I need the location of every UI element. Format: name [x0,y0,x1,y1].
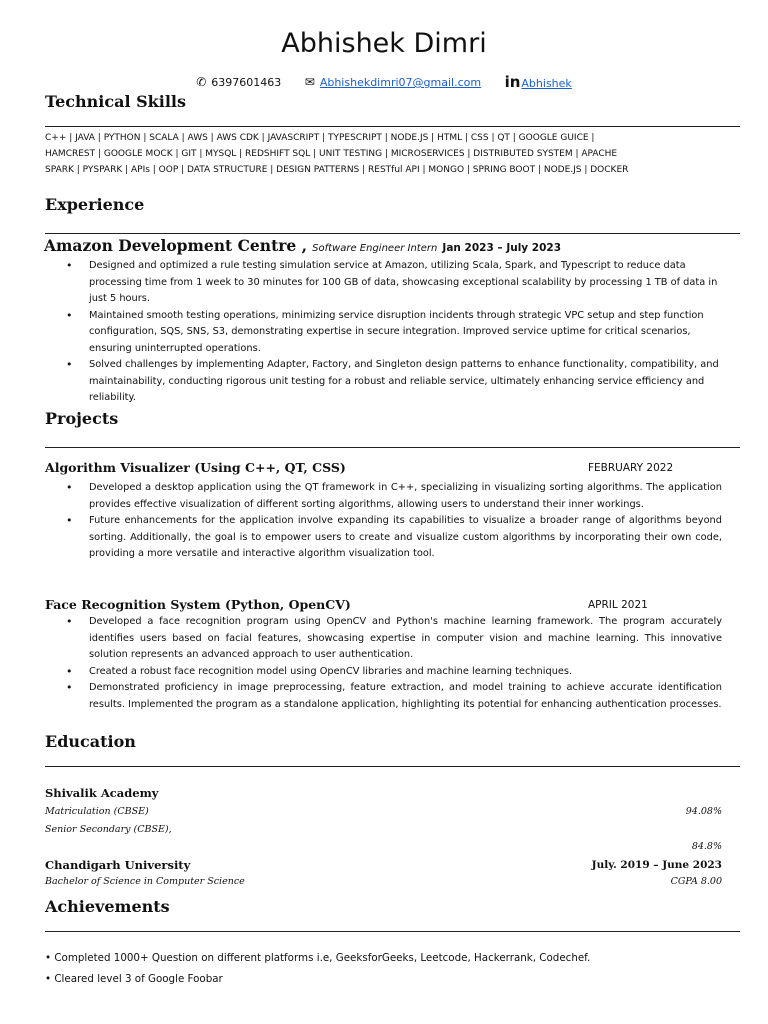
skills-heading: Technical Skills [45,92,186,111]
list-item: • Developed a desktop application using the QT framework in C++, specializing in visualizing sorting algorithms. The application provides effective visualization of different sorting algorithms, allowing users to understand their inner workings. [66,480,722,513]
education-dates: July. 2019 – June 2023 [591,859,722,871]
project-bullets [66,480,722,563]
projects-heading: Projects [45,409,119,428]
experience-divider [45,233,740,234]
project-date: APRIL 2021 [588,599,648,611]
phone-number: 6397601463 [211,76,282,89]
phone-icon: ✆ [196,75,207,89]
qualification: Matriculation (CBSE) [45,806,149,817]
list-item: • Demonstrated proficiency in image preprocessing, feature extraction, and model training to achieve accurate identification results. Implemented the program as a standalone application, highlighting its potential for enhancing authentication processes. [66,680,722,713]
list-item: • Solved challenges by implementing Adapter, Factory, and Singleton design patterns to enhance functionality, compatibility, and maintainability, conducting rigorous unit testing for a robust and reliable service, ultimately enhancing service efficiency and reliability. [66,357,722,407]
project-title: Face Recognition System (Python, OpenCV) [45,597,351,612]
skills-row: HAMCREST | GOOGLE MOCK | GIT | MYSQL | REDSHIFT SQL | UNIT TESTING | MICROSERVICES | DISTRIBUTED SYSTEM | APACHE [45,149,618,159]
qualification-score: 84.8% [691,841,722,852]
experience-entry-header [44,236,561,255]
phone-contact [196,75,281,89]
achievement-item: • Cleared level 3 of Google Foobar [45,973,223,985]
contact-bar [0,73,768,91]
linkedin-icon: in [504,73,521,91]
skills-row: C++ | JAVA | PYTHON | SCALA | AWS | AWS CDK | JAVASCRIPT | TYPESCRIPT | NODE.JS | HTML | CSS | QT | GOOGLE GUICE | [45,133,595,143]
list-item: • Developed a face recognition program using OpenCV and Python's machine learning framework. The program accurately identifies users based on facial features, showcasing expertise in computer vision and machine learning. This innovative solution represents an advanced approach to user authentication. [66,614,722,664]
education-heading: Education [45,732,136,751]
education-divider [45,766,740,767]
qualification: Senior Secondary (CBSE), [45,824,172,835]
list-item: • Designed and optimized a rule testing simulation service at Amazon, utilizing Scala, Spark, and Typescript to reduce data processing time from 1 week to 30 minutes for 100 GB of data, showcasing exceptional scalability by processing 1 TB of data in just 5 hours. [66,258,722,308]
project-date: FEBRUARY 2022 [588,462,674,474]
achievement-item: • Completed 1000+ Question on different platforms i.e, GeeksforGeeks, Leetcode, Hackerrank, Codechef. [45,952,591,964]
experience-bullets [66,258,722,407]
email-link[interactable]: Abhishekdimri07@gmail.com [319,76,482,89]
linkedin-contact[interactable] [505,73,572,91]
achievements-heading: Achievements [45,897,170,916]
projects-divider [45,447,740,448]
envelope-icon: ✉ [304,75,315,89]
job-dates: Jan 2023 – July 2023 [442,242,562,254]
achievements-divider [45,931,740,932]
list-item: • Future enhancements for the application involve expanding its capabilities to visualize a broader range of algorithms beyond sorting. Additionally, the goal is to empower users to create and visualize custom algorithms by incorporating their own code, providing a more versatile and interactive algorithm visualization tool. [66,513,722,563]
qualification-score: 94.08% [685,806,722,817]
skills-divider [45,126,740,127]
job-role: Software Engineer Intern [312,243,438,254]
list-item: • Maintained smooth testing operations, minimizing service disruption incidents through strategic VPC setup and step function configuration, SQS, SNS, S3, demonstrating expertise in secure integration. Improved service uptime for critical scenarios, ensuring uninterrupted operations. [66,308,722,358]
project-bullets [66,614,722,713]
skills-row: SPARK | PYSPARK | APIs | OOP | DATA STRUCTURE | DESIGN PATTERNS | RESTful API | MONGO | SPRING BOOT | NODE.JS | DOCKER [45,165,629,175]
school-name: Shivalik Academy [45,786,159,800]
degree-name: Bachelor of Science in Computer Science [45,876,245,887]
degree-score: CGPA 8.00 [670,876,722,887]
linkedin-link[interactable]: Abhishek [521,77,572,90]
list-item: • Created a robust face recognition model using OpenCV libraries and machine learning techniques. [66,664,722,681]
candidate-name: Abhishek Dimri [281,28,487,59]
school-name: Chandigarh University [45,858,191,872]
company-name: Amazon Development Centre , [44,236,308,255]
experience-heading: Experience [45,195,145,214]
email-contact[interactable] [305,75,481,89]
project-title: Algorithm Visualizer (Using C++, QT, CSS) [45,460,346,475]
skills-list [45,130,740,178]
